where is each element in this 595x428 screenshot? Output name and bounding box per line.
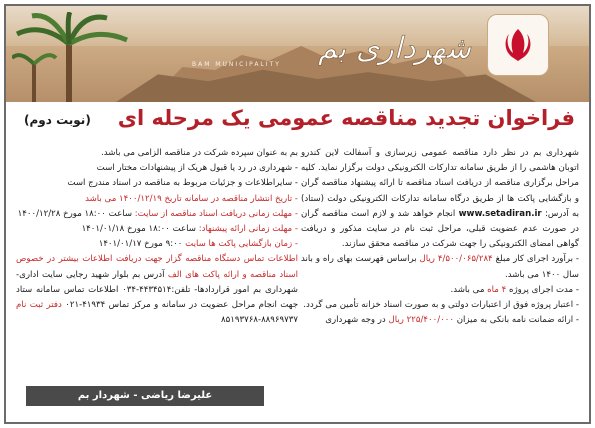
- notice-text: ساعت ۱۸:۰۰ مورخ ۱۴۰۱/۰۱/۱۸: [81, 224, 199, 235]
- notice-text: - شهرداری در رد یا قبول هریک از پیشنهادات مختار است: [96, 163, 298, 174]
- title-row: [6, 104, 589, 140]
- notice-frame: [4, 4, 591, 424]
- notice-text: - تاریخ انتشار مناقصه در سامانه تاریخ ۱۴۰۰/۱۲/۱۹ می باشد: [85, 193, 298, 204]
- left-column: [16, 146, 298, 328]
- notice-text: می باشد.: [450, 284, 488, 295]
- notice-text: ۹:۰۰ مورخ ۱۴۰۱/۰۱/۱۷: [98, 239, 186, 250]
- notice-paragraph: [16, 146, 298, 161]
- notice-text: اطلاعات تماس دستگاه مناقصه گزار جهت دریافت اطلاعات بیشتر در خصوص اسناد مناقصه و ارائه پاکت های الف: [16, 254, 298, 280]
- notice-paragraph: [16, 192, 298, 207]
- palm-tree-icon: [12, 12, 132, 102]
- notice-paragraph: [16, 252, 298, 328]
- notice-paragraph: [301, 146, 579, 252]
- notice-paragraph: [16, 222, 298, 237]
- notice-paragraph: [16, 207, 298, 222]
- bam-municipality-text: BAM MUNICIPALITY: [192, 61, 281, 68]
- signature-bar: علیرضا ریاضی - شهردار بم: [26, 386, 264, 406]
- turn-label: (نوبت دوم): [24, 113, 91, 127]
- notice-paragraph: [16, 161, 298, 176]
- notice-text: - زمان بازگشایی پاکت ها سایت: [185, 239, 298, 250]
- header-banner: [6, 6, 589, 102]
- municipality-script-logo: [306, 18, 476, 78]
- notice-text: در وجه شهرداری: [325, 315, 389, 326]
- notice-text: ساعت ۱۸:۰۰ مورخ ۱۴۰۰/۱۲/۲۸: [17, 208, 135, 219]
- notice-text: - اعتبار پروژه فوق از اعتبارات دولتی و به صورت اسناد خزانه تأمین می گردد.: [303, 300, 579, 311]
- notice-paragraph: [301, 298, 579, 313]
- notice-text: ۲۲۵/۴۰۰/۰۰۰ ریال: [388, 315, 454, 326]
- notice-text: انجام خواهد شد و لازم است مناقصه گران در صورت عدم عضویت قبلی، مراحل ثبت نام در سایت مذکور و دریافت گواهی امضای الکترونیکی را جهت شرکت در مناقصه محقق سازند.: [301, 208, 579, 250]
- notice-text: ۴/۵۰۰/۰۶۵/۲۸۴ ریال: [419, 254, 493, 265]
- emblem-icon: [496, 23, 540, 67]
- notice-text: - مدت اجرای پروژه: [506, 284, 579, 295]
- notice-text: - برآورد اجرای کار مبلغ: [492, 254, 579, 265]
- emblem-logo: [487, 14, 549, 76]
- notice-text: - سایراطلاعات و جزئیات مربوط به مناقصه در اسناد مندرج است: [67, 178, 298, 189]
- notice-text: آدرس بم بلوار شهید رجایی سایت اداری-شهرداری بم امور قراردادها- تلفن:۴۴۳۴۵۱۴-۰۳۴ اطلاعات تماس سامانه ستاد جهت انجام مراحل عضویت در سامانه و مرکز تماس ۴۱۹۳۴-۰۲۱: [16, 269, 299, 311]
- notice-paragraph: [301, 283, 579, 298]
- notice-paragraph: [301, 313, 579, 328]
- notice-paragraph: [301, 252, 579, 282]
- notice-text: ۸۸۹۶۹۷۳۷-۸۵۱۹۳۷۶۸: [221, 315, 298, 326]
- notice-text: www.setadiran.ir: [458, 208, 542, 219]
- notice-text: - ارائه ضمانت نامه بانکی به میزان: [453, 315, 579, 326]
- notice-text: - مهلت زمانی دریافت اسناد مناقصه از سایت:: [134, 208, 298, 219]
- notice-text: دفتر ثبت نام: [16, 300, 62, 311]
- notice-text: شهرداری بم در نظر دارد مناقصه عمومی زیرسازی و آسفالت لاین کندرو اتوبان هاشمی را از طریق سامانه تدارکات الکترونیکی دولت برگزار نماید. کلیه مراحل برگزاری مناقصه از دریافت اسناد مناقصه تا ارائه پیشنهاد مناقصه گران و بازگشایی پاکت ها از طریق درگاه سامانه تدارکات الکترونیکی دولت (ستاد) به آدرس:: [301, 148, 580, 219]
- notice-text: - مهلت زمانی ارائه پیشنهاد:: [198, 224, 298, 235]
- notice-text: بم به عنوان سپرده شرکت در مناقصه الزامی می باشد.: [101, 148, 298, 158]
- municipality-script-text: شهرداری بم: [317, 31, 471, 66]
- notice-paragraph: [16, 237, 298, 252]
- notice-text: براساس فهرست بهای راه و باند سال ۱۴۰۰ می باشد.: [301, 254, 579, 280]
- notice-paragraph: [16, 176, 298, 191]
- page-title: فراخوان تجدید مناقصه عمومی یک مرحله ای: [117, 106, 575, 130]
- notice-text: ۴ ماه: [487, 284, 507, 295]
- right-column: [301, 146, 579, 328]
